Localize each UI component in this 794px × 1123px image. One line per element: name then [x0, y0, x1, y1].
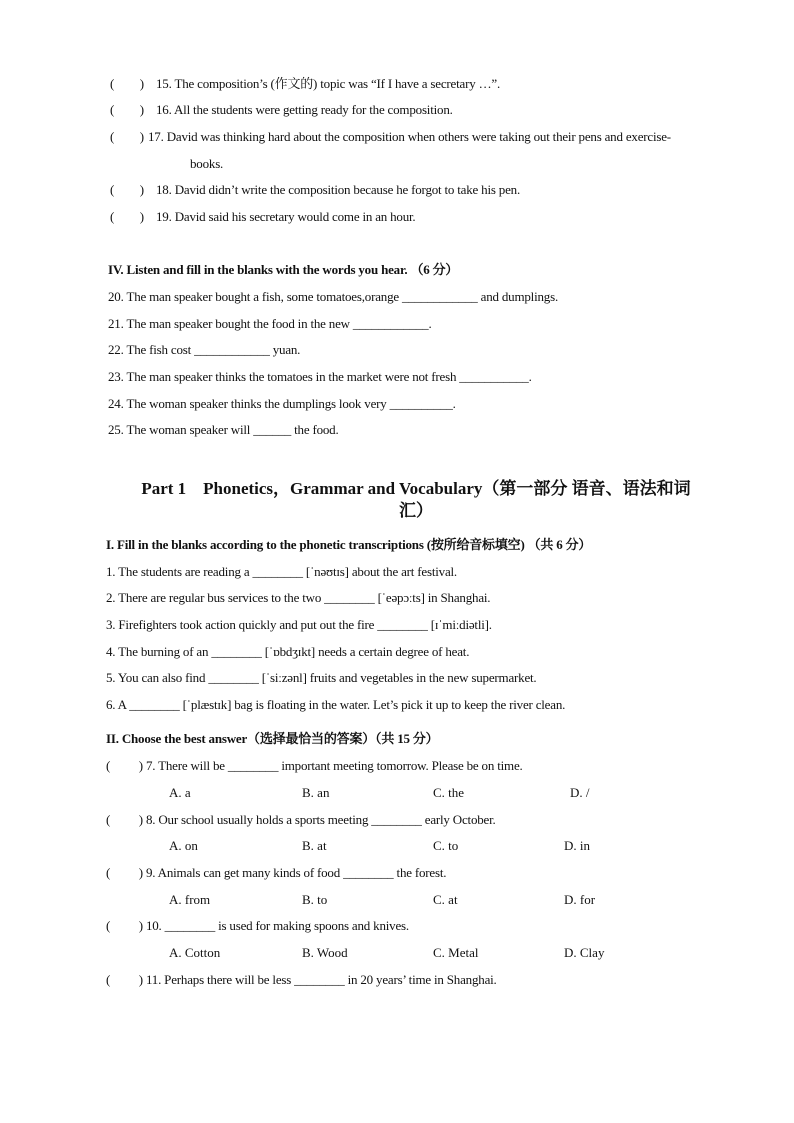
phonetic-item-1: 1. The students are reading a ________ [ˈnəʊtɪs] about the art festival.	[106, 564, 457, 579]
fill-item-21: 21. The man speaker bought the food in the new ____________.	[108, 316, 432, 331]
answer-bracket: ( )	[110, 76, 144, 91]
question-7-stem: ( ) 7. There will be ________ important meeting tomorrow. Please be on time.	[106, 758, 523, 773]
fill-item-24: 24. The woman speaker thinks the dumplings look very __________.	[108, 396, 456, 411]
option-a: A. a	[169, 785, 191, 800]
option-d: D. /	[570, 785, 590, 800]
tf-item-17-continuation: books.	[190, 156, 224, 171]
phonetic-item-6: 6. A ________ [ˈplæstɪk] bag is floating in the water. Let’s pick it up to keep the river clean.	[106, 697, 566, 712]
option-c: C. the	[433, 785, 465, 800]
answer-bracket: ( )	[110, 182, 144, 197]
answer-bracket: ( )	[110, 102, 144, 117]
option-d: D. Clay	[564, 945, 605, 960]
option-c: C. Metal	[433, 945, 479, 960]
question-8-stem: ( ) 8. Our school usually holds a sports meeting ________ early October.	[106, 812, 496, 827]
phonetic-item-3: 3. Firefighters took action quickly and put out the fire ________ [ɪˈmiːdiətli].	[106, 617, 492, 632]
tf-item-17: 17. David was thinking hard about the composition when others were taking out their pens and exercise-	[148, 129, 671, 144]
option-b: B. at	[302, 838, 327, 853]
question-10-stem: ( ) 10. ________ is used for making spoons and knives.	[106, 918, 409, 933]
phonetic-item-4: 4. The burning of an ________ [ˈɒbdʒɪkt] needs a certain degree of heat.	[106, 644, 470, 659]
tf-item-15: 15. The composition’s (作文的) topic was “If I have a secretary …”.	[156, 76, 500, 91]
tf-item-16: 16. All the students were getting ready for the composition.	[156, 102, 453, 117]
fill-item-25: 25. The woman speaker will ______ the food.	[108, 422, 339, 437]
phonetic-item-2: 2. There are regular bus services to the two ________ [ˈeəpɔːts] in Shanghai.	[106, 590, 491, 605]
phonetic-item-5: 5. You can also find ________ [ˈsiːzənl] fruits and vegetables in the new supermarket.	[106, 670, 537, 685]
option-b: B. to	[302, 892, 328, 907]
part1-title-line1: Part 1 Phonetics，Grammar and Vocabulary（第一部分 语音、语法和词	[141, 479, 691, 498]
section-iv-heading: IV. Listen and fill in the blanks with the words you hear. （6 分）	[108, 262, 459, 277]
fill-item-22: 22. The fish cost ____________ yuan.	[108, 342, 301, 357]
part1-title-line2: 汇）	[399, 501, 433, 520]
question-9-stem: ( ) 9. Animals can get many kinds of food ________ the forest.	[106, 865, 447, 880]
answer-bracket: ( )	[110, 129, 144, 144]
section-ii-heading: II. Choose the best answer（选择最恰当的答案）（共 15 分）	[106, 731, 439, 746]
option-a: A. on	[169, 838, 198, 853]
section-i-heading: I. Fill in the blanks according to the phonetic transcriptions (按所给音标填空) （共 6 分）	[106, 537, 592, 552]
tf-item-19: 19. David said his secretary would come in an hour.	[156, 209, 416, 224]
question-11-stem: ( ) 11. Perhaps there will be less ________ in 20 years’ time in Shanghai.	[106, 972, 497, 987]
option-d: D. for	[564, 892, 596, 907]
fill-item-20: 20. The man speaker bought a fish, some tomatoes,orange ____________ and dumplings.	[108, 289, 558, 304]
tf-item-18: 18. David didn’t write the composition because he forgot to take his pen.	[156, 182, 521, 197]
option-b: B. Wood	[302, 945, 348, 960]
option-a: A. from	[169, 892, 211, 907]
option-c: C. at	[433, 892, 458, 907]
fill-item-23: 23. The man speaker thinks the tomatoes in the market were not fresh ___________.	[108, 369, 532, 384]
option-a: A. Cotton	[169, 945, 221, 960]
option-c: C. to	[433, 838, 459, 853]
option-d: D. in	[564, 838, 590, 853]
option-b: B. an	[302, 785, 330, 800]
answer-bracket: ( )	[110, 209, 144, 224]
